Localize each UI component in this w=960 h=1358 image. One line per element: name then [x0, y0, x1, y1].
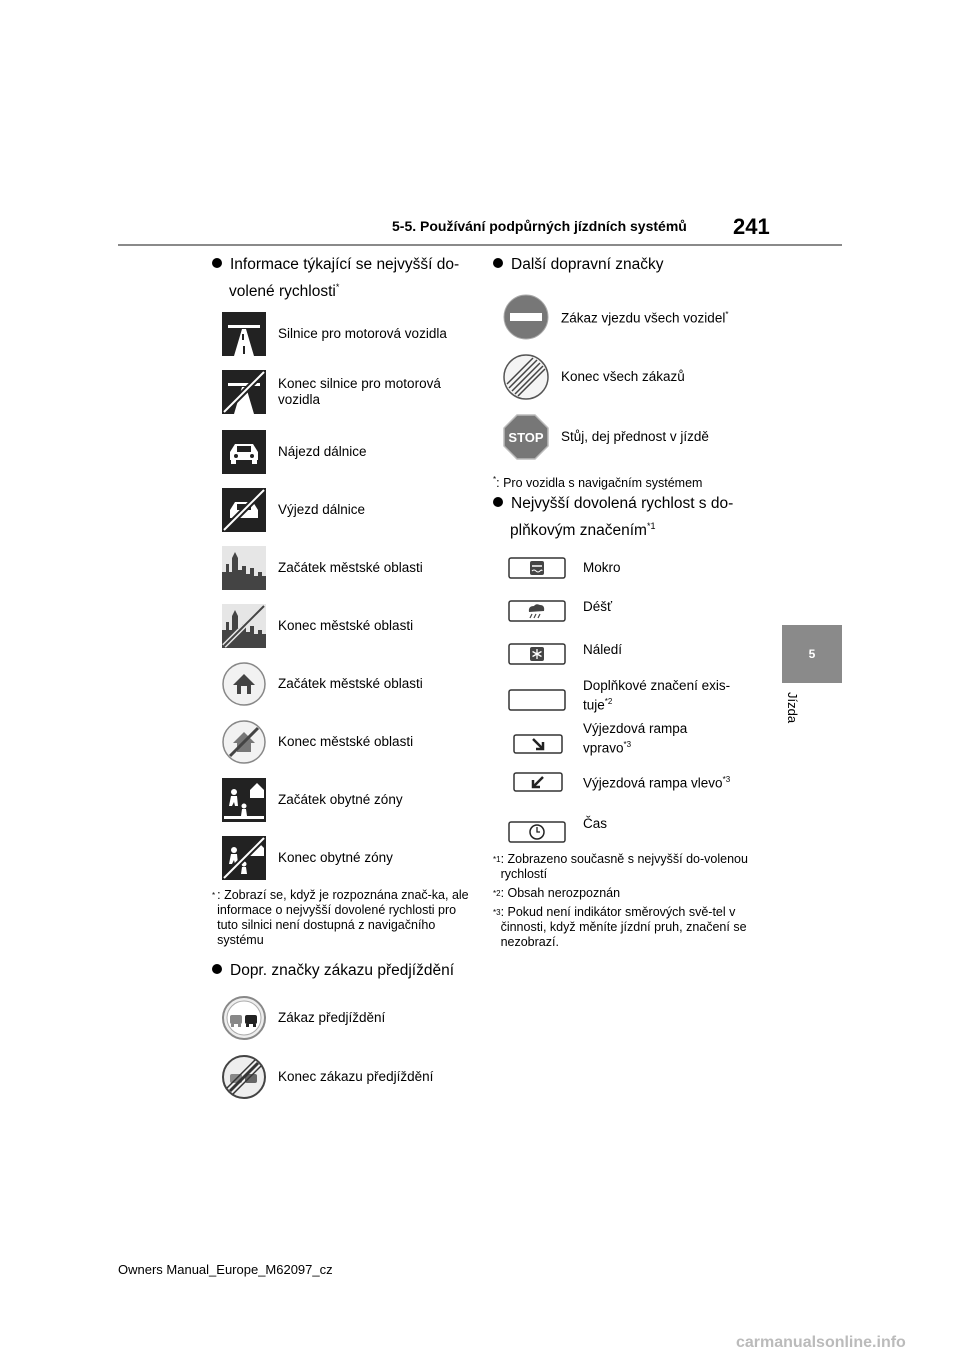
footnote: *3 : Pokud není indikátor směrových svě-tel v činnosti, když měníte jízdní pruh, značení se nezobrazí. — [493, 905, 747, 949]
list-item: Konec silnice pro motorová vozidla — [222, 370, 458, 414]
footnote: *1 : Zobrazeno současně s nejvyšší do-volenou rychlostí — [493, 852, 748, 881]
motorway-end-sign-icon — [222, 370, 266, 414]
no-overtaking-end-sign-icon — [222, 1055, 266, 1099]
list-item: Konec všech zákazů — [503, 354, 685, 400]
list-item: Mokro — [508, 557, 621, 579]
car-sign-icon — [222, 430, 266, 474]
list-item: Začátek městské oblasti — [222, 662, 423, 706]
other-signs-heading: Další dopravní značky — [493, 254, 753, 276]
watermark: carmanualsonline.info — [736, 1334, 906, 1351]
supplementary-heading: Nejvyšší dovolená rychlost s do- plňkovým značením$^{*1}$ — [493, 493, 753, 542]
chapter-label: Jízda — [785, 692, 800, 724]
footnote: *2 : Obsah nerozpoznán — [493, 886, 621, 900]
stop-sign-text: STOP — [508, 430, 544, 445]
footnote: *: Pro vozidla s navigačním systémem — [493, 475, 703, 491]
bullet-icon — [212, 964, 222, 974]
bullet-icon — [493, 497, 503, 507]
no-overtaking-sign-icon — [222, 996, 266, 1040]
list-item: Konec městské oblasti — [222, 604, 413, 648]
list-item: Nájezd dálnice — [222, 430, 367, 474]
list-item: Výjezdová rampa vpravo$^{*3}$ — [513, 721, 733, 757]
list-item: Doplňkové značení exis-tuje$^{*2}$ — [508, 678, 748, 714]
list-item: STOP Stůj, dej přednost v jízdě — [503, 414, 709, 460]
list-item: Začátek obytné zóny — [222, 778, 403, 822]
list-item: Zákaz předjíždění — [222, 996, 385, 1040]
end-restrictions-sign-icon — [503, 354, 549, 400]
clock-icon — [508, 821, 566, 843]
bullet-icon — [212, 258, 222, 268]
car-end-sign-icon — [222, 488, 266, 532]
arrow-down-right-icon — [513, 734, 563, 754]
list-item: Výjezd dálnice — [222, 488, 365, 532]
list-item: Náledí — [508, 643, 622, 665]
list-item: Čas — [508, 815, 607, 843]
list-item: Silnice pro motorová vozidla — [222, 312, 447, 356]
ice-icon — [508, 643, 566, 665]
speed-info-heading: Informace týkající se nejvyšší do- volené rychlosti* — [212, 254, 472, 303]
rain-icon — [508, 600, 566, 622]
residential-zone-end-icon — [222, 836, 266, 880]
list-item: Začátek městské oblasti — [222, 546, 423, 590]
residential-zone-icon — [222, 778, 266, 822]
home-end-sign-icon — [222, 720, 266, 764]
chapter-tab: 5 — [782, 625, 842, 683]
list-item: Zákaz vjezdu všech vozidel* — [503, 294, 728, 340]
footer-text: Owners Manual_Europe_M62097_cz — [118, 1262, 333, 1277]
list-item: Výjezdová rampa vlevo$^{*3}$ — [513, 772, 730, 792]
blank-panel-icon — [508, 689, 566, 711]
list-item: Konec zákazu předjíždění — [222, 1055, 433, 1099]
bullet-icon — [493, 258, 503, 268]
home-sign-icon — [222, 662, 266, 706]
overtake-heading: Dopr. značky zákazu předjíždění — [212, 960, 482, 982]
footnotes — [493, 852, 755, 950]
footnote: * : Zobrazí se, když je rozpoznána znač-ka, ale informace o nejvyšší dovolené rychlosti pro tuto silnici není dostupná z navigačního systému — [212, 888, 469, 947]
list-item: Konec městské oblasti — [222, 720, 413, 764]
header-divider — [118, 244, 842, 246]
list-item: Déšť — [508, 600, 612, 622]
page-number: 241 — [733, 214, 770, 239]
motorway-sign-icon — [222, 312, 266, 356]
section-title: 5-5. Používání podpůrných jízdních systémů — [392, 218, 687, 234]
stop-sign-icon — [503, 414, 549, 460]
no-entry-sign-icon — [503, 294, 549, 340]
city-skyline-icon — [222, 546, 266, 590]
city-skyline-end-icon — [222, 604, 266, 648]
list-item: Konec obytné zóny — [222, 836, 393, 880]
arrow-down-left-icon — [513, 772, 563, 792]
wet-road-icon — [508, 557, 566, 579]
